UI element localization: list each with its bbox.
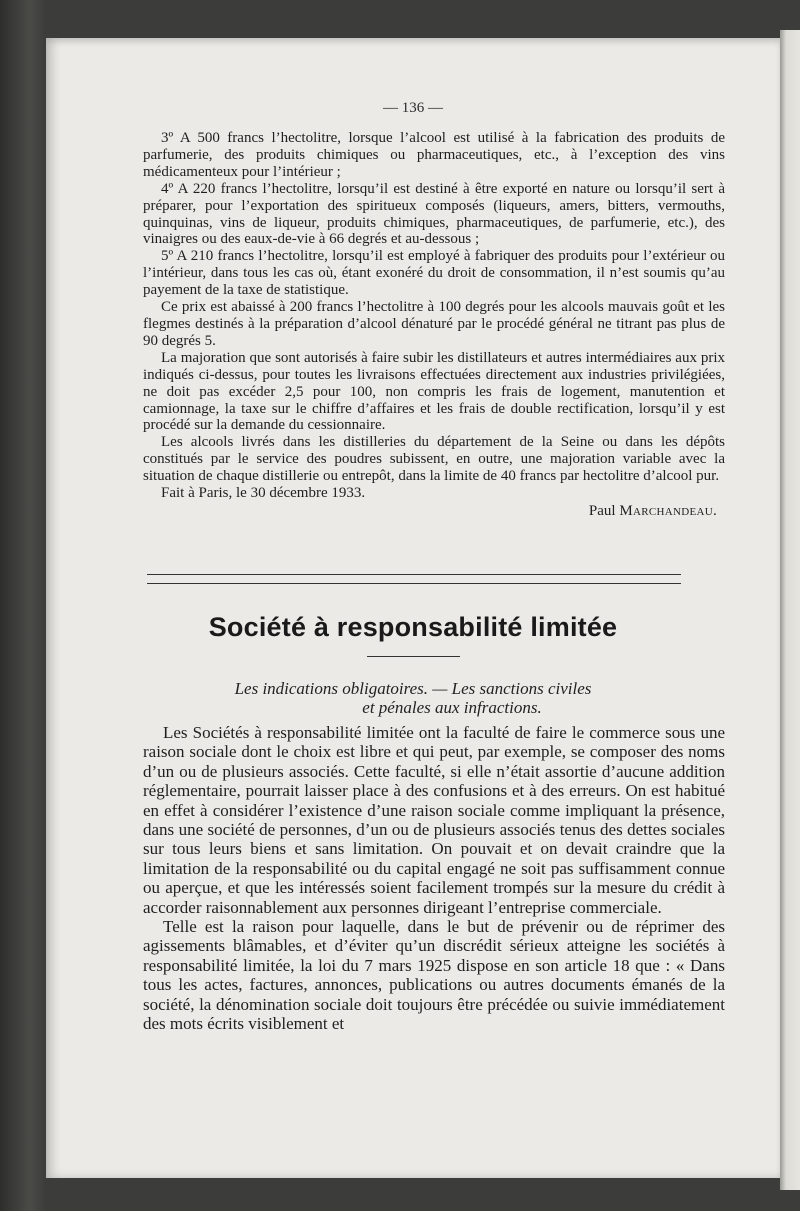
paragraph: 3º A 500 francs l’hectolitre, lorsque l’alcool est utilisé à la fabrication des produits de parfumerie, des produits chimiques ou pharmaceutiques, etc., à l’exception des vins médicamenteux pour l’intérieur ;: [143, 130, 725, 180]
paragraph: La majoration que sont autorisés à faire subir les distillateurs et autres intermédiaires aux prix indiqués ci-dessus, pour toutes les livraisons effectuées directement aux industries privilégiées, ne doit pas excéder 2,5 pour 100, non compris les frais de logement, manutention et camionnage, la taxe sur le chiffre d’affaires et les frais de double rectification, lorsqu’il y est procédé sur la demande du cessionnaire.: [143, 349, 725, 434]
document-page: [46, 38, 780, 1178]
decree-text: [143, 130, 725, 520]
title-underline: [367, 656, 460, 657]
signature-last-name: Marchandeau.: [619, 502, 717, 519]
subtitle-line: Les indications obligatoires. — Les sanctions civiles: [234, 679, 592, 698]
paragraph: 5º A 210 francs l’hectolitre, lorsqu’il est employé à fabriquer des produits pour l’extérieur ou l’intérieur, dans tous les cas où, étant exonéré du droit de consommation, il n’est soumis qu’au payement de la taxe de statistique.: [143, 248, 725, 299]
article-subtitle: [46, 679, 780, 717]
paragraph: Les Sociétés à responsabilité limitée ont la faculté de faire le commerce sous une raison sociale dont le choix est libre et qui peut, par exemple, se composer des noms d’un ou de plusieurs associés. Cette faculté, si elle n’était assortie d’aucune addition réglementaire, pourrait laisser place à des confusions et à des erreurs. On est habitué en effet à considérer l’existence d’une raison sociale comme impliquant la présence, dans une société de personnes, d’un ou de plusieurs associés tenus des dettes sociales sur tous leurs biens et sans limitation. On pouvait et on devait craindre que la limitation de la responsabilité ou du capital engagé ne soit pas suffisamment connue ou aperçue, et que les intéressés soient facilement trompés sur la mesure du crédit à accorder raisonnablement aux personnes dirigeant l’entreprise commerciale.: [143, 723, 725, 917]
paragraph: 4º A 220 francs l’hectolitre, lorsqu’il est destiné à être exporté en nature ou lorsqu’il sert à préparer, pour l’exportation des spiritueux composés (liqueurs, amers, bitters, vermouths, quinquinas, vins de liqueur, produits chimiques, pharmaceutiques, de parfumerie, etc.), des vinaigres ou des eaux-de-vie à 66 degrés et au-dessous ;: [143, 180, 725, 248]
signoff-place: Fait à Paris, le 30 décembre 1933.: [161, 485, 366, 502]
divider-rule: [147, 574, 681, 575]
page-number: — 136 —: [383, 100, 443, 116]
paragraph: Les alcools livrés dans les distilleries du département de la Seine ou dans les dépôts constitués par le service des poudres subissent, en outre, une majoration variable avec la situation de chaque distillerie ou entrepôt, dans la limite de 40 francs par hectolitre d’alcool pur.: [143, 434, 725, 485]
subtitle-line: et pénales aux infractions.: [362, 698, 542, 717]
signature-first-name: Paul: [588, 502, 616, 519]
next-page-edge: [780, 30, 800, 1190]
signature: [143, 503, 725, 520]
article-title: Société à responsabilité limitée: [208, 612, 618, 642]
divider-rule: [147, 583, 681, 584]
article-body: [143, 723, 725, 1034]
paragraph: Telle est la raison pour laquelle, dans le but de prévenir ou de réprimer des agissements blâmables, et d’éviter qu’un discrédit sérieux atteigne les sociétés à responsabilité limitée, la loi du 7 mars 1925 dispose en son article 18 que : « Dans tous les actes, factures, annonces, publications ou autres documents émanés de la société, la dénomination sociale doit toujours être précédée ou suivie immédiatement des mots écrits visiblement et: [143, 917, 725, 1034]
paragraph: Ce prix est abaissé à 200 francs l’hectolitre à 100 degrés pour les alcools mauvais goût et les flegmes destinés à la préparation d’alcool dénaturé par le procédé général ne titrant pas plus de 90 degrés 5.: [143, 299, 725, 349]
